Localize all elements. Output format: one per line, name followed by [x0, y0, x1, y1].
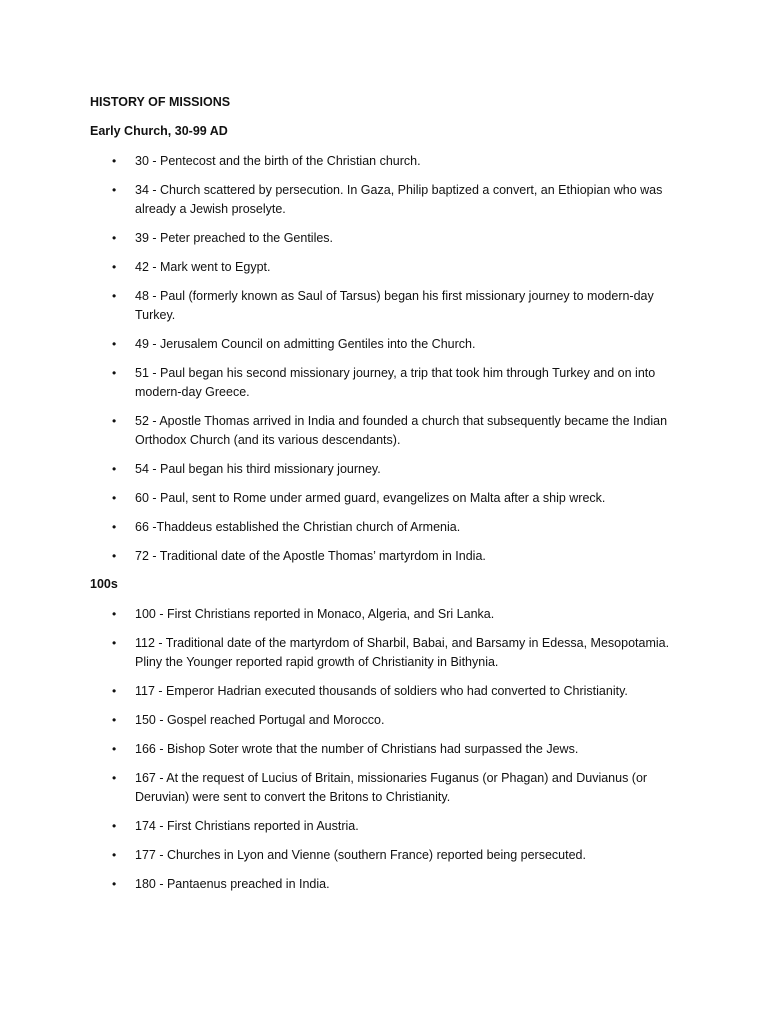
- list-item-text: 167 - At the request of Lucius of Britain, missionaries Fuganus (or Phagan) and Duvianus (or Deruvian) were sent to convert the Britons to Christianity.: [135, 771, 648, 804]
- bullet-icon: •: [112, 366, 117, 380]
- bullet-icon: •: [112, 684, 117, 698]
- list-item: [90, 605, 690, 624]
- list-item-text: 166 - Bishop Soter wrote that the number of Christians had surpassed the Jews.: [135, 742, 579, 756]
- bullet-icon: •: [112, 289, 117, 303]
- list-item: [90, 682, 690, 701]
- list-item: [90, 518, 690, 537]
- sections-container: [90, 123, 690, 894]
- list-item-text: 60 - Paul, sent to Rome under armed guard, evangelizes on Malta after a ship wreck.: [135, 491, 606, 505]
- bullet-icon: •: [112, 183, 117, 197]
- bullet-icon: •: [112, 414, 117, 428]
- timeline-list: [90, 605, 690, 894]
- list-item-text: 30 - Pentecost and the birth of the Christian church.: [135, 154, 421, 168]
- list-item: [90, 489, 690, 508]
- bullet-icon: •: [112, 848, 117, 862]
- list-item-text: 48 - Paul (formerly known as Saul of Tarsus) began his first missionary journey to modern-day Turkey.: [135, 289, 654, 322]
- list-item: [90, 287, 690, 325]
- list-item-text: 52 - Apostle Thomas arrived in India and founded a church that subsequently became the Indian Orthodox Church (and its various descendants).: [135, 414, 668, 447]
- list-item: [90, 740, 690, 759]
- list-item: [90, 229, 690, 248]
- bullet-icon: •: [112, 337, 117, 351]
- document-title: HISTORY OF MISSIONS: [90, 95, 231, 109]
- list-item: [90, 711, 690, 730]
- list-item-text: 72 - Traditional date of the Apostle Thomas’ martyrdom in India.: [135, 549, 486, 563]
- document-body: [90, 94, 690, 904]
- bullet-icon: •: [112, 771, 117, 785]
- list-item: [90, 258, 690, 277]
- bullet-icon: •: [112, 520, 117, 534]
- timeline-list: [90, 152, 690, 566]
- list-item-text: 42 - Mark went to Egypt.: [135, 260, 271, 274]
- bullet-icon: •: [112, 231, 117, 245]
- list-item-text: 51 - Paul began his second missionary journey, a trip that took him through Turkey and on into modern-day Greece.: [135, 366, 656, 399]
- list-item-text: 180 - Pantaenus preached in India.: [135, 877, 330, 891]
- list-item-text: 100 - First Christians reported in Monaco, Algeria, and Sri Lanka.: [135, 607, 495, 621]
- section-heading: 100s: [90, 577, 118, 591]
- bullet-icon: •: [112, 549, 117, 563]
- list-item: [90, 817, 690, 836]
- list-item: [90, 335, 690, 354]
- list-item-text: 54 - Paul began his third missionary journey.: [135, 462, 381, 476]
- list-item: [90, 152, 690, 171]
- bullet-icon: •: [112, 260, 117, 274]
- list-item: [90, 769, 690, 807]
- list-item-text: 112 - Traditional date of the martyrdom of Sharbil, Babai, and Barsamy in Edessa, Mesopotamia. Pliny the Younger reported rapid growth of Christianity in Bithynia.: [135, 636, 670, 669]
- bullet-icon: •: [112, 154, 117, 168]
- bullet-icon: •: [112, 877, 117, 891]
- section-heading: Early Church, 30-99 AD: [90, 124, 228, 138]
- bullet-icon: •: [112, 742, 117, 756]
- list-item-text: 150 - Gospel reached Portugal and Morocco.: [135, 713, 385, 727]
- list-item: [90, 181, 690, 219]
- list-item-text: 34 - Church scattered by persecution. In Gaza, Philip baptized a convert, an Ethiopian who was already a Jewish proselyte.: [135, 183, 663, 216]
- bullet-icon: •: [112, 462, 117, 476]
- list-item: [90, 634, 690, 672]
- bullet-icon: •: [112, 636, 117, 650]
- list-item: [90, 547, 690, 566]
- bullet-icon: •: [112, 607, 117, 621]
- list-item: [90, 846, 690, 865]
- list-item: [90, 875, 690, 894]
- list-item-text: 39 - Peter preached to the Gentiles.: [135, 231, 334, 245]
- list-item-text: 174 - First Christians reported in Austria.: [135, 819, 359, 833]
- list-item: [90, 460, 690, 479]
- bullet-icon: •: [112, 819, 117, 833]
- list-item-text: 117 - Emperor Hadrian executed thousands of soldiers who had converted to Christianity.: [135, 684, 628, 698]
- bullet-icon: •: [112, 491, 117, 505]
- list-item-text: 49 - Jerusalem Council on admitting Gentiles into the Church.: [135, 337, 476, 351]
- list-item-text: 177 - Churches in Lyon and Vienne (southern France) reported being persecuted.: [135, 848, 586, 862]
- list-item-text: 66 -Thaddeus established the Christian church of Armenia.: [135, 520, 461, 534]
- bullet-icon: •: [112, 713, 117, 727]
- list-item: [90, 364, 690, 402]
- list-item: [90, 412, 690, 450]
